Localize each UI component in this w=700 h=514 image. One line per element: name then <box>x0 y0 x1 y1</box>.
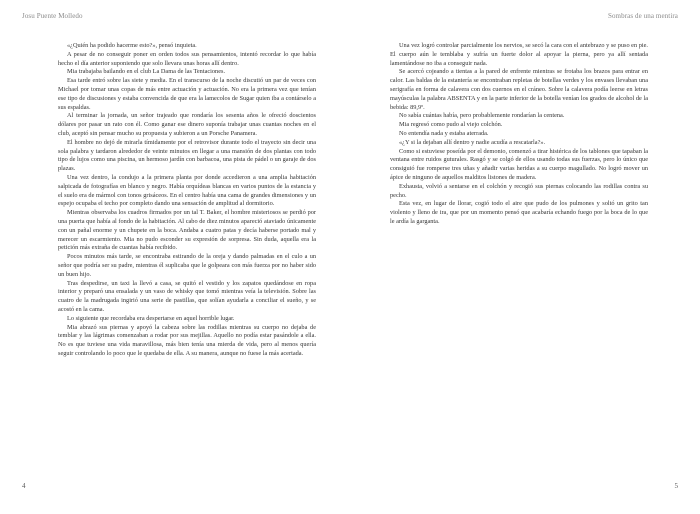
paragraph: No sabía cuántas había, pero probablemente rondarían la centena. <box>399 112 565 120</box>
paragraph: Se acercó cojeando a tientas a la pared de enfrente mientras se frotaba los brazos para entrar en calor. Las baldas de la estantería se encontraban repletas de botellas verdes y los envases llevaban una serigrafía en forma de calavera con dos cuernos en el cráneo. Sobre la calavera podía leerse en letras mayúsculas la palabra ABSENTA y en la parte inferior de la botella venían los grados de alcohol de la bebida: 89,9º. <box>390 68 648 111</box>
page-number-right: 5 <box>674 482 678 490</box>
paragraph: Tras despedirse, un taxi la llevó a casa, se quitó el vestido y los zapatos quedándose en ropa interior y preparó una ensalada y un vaso de whisky que tomó mientras veía la televisión. Sobre las cuatro de la madrugada ingirió una serie de pastillas, que solían ayudarla a conciliar el sueño, y se acostó en la cama. <box>58 279 316 313</box>
right-page-body <box>390 42 648 227</box>
paragraph: Esa tarde entró sobre las siete y media. En el transcurso de la noche discutió un par de veces con Michael por tomar unas copas de más entre actuación y actuación. No era la primera vez que tenían ese tipo de discusiones y estaba convencida de que era la lamecolos de Sugar quien iba a contárselo a sus espaldas. <box>58 77 316 111</box>
paragraph: «¿Quién ha podido hacerme esto?», pensó inquieta. <box>67 42 197 49</box>
paragraph: Como si estuviese poseída por el demonio, comenzó a tirar histérica de los tablones que tapaban la ventana entre ruidos guturales. Rasgó y se colgó de ellos usando todas sus fuerzas, pero lo único que consiguió fue romperse tres uñas y añadir varias heridas a su cuerpo magullado. No logró mover un ápice de ninguno de aquellos malditos listones de madera. <box>390 147 648 181</box>
paragraph: El hombre no dejó de mirarla tímidamente por el retrovisor durante todo el trayecto sin decir una sola palabra y tardaron alrededor de veinte minutos en llegar a una mansión de dos plantas con todo tipo de lujos como una piscina, un hermoso jardín con barbacoa, una pista de pádel o un garaje de dos plazas. <box>58 138 316 173</box>
paragraph: Esta vez, en lugar de llorar, cogió todo el aire que pudo de los pulmones y soltó un grito tan violento y lleno de ira, que por un momento pensó que acabaría echando fuego por la boca de lo que le ardía la garganta. <box>390 200 648 225</box>
paragraph: Lo siguiente que recordaba era despertarse en aquel horrible lugar. <box>67 314 235 322</box>
paragraph: Mia abrazó sus piernas y apoyó la cabeza sobre las rodillas mientras su cuerpo no dejaba de temblar y las lágrimas comenzaban a rodar por sus mejillas. Aquello no podía estar pasándole a ella. No es que tuviese una vida maravillosa, más bien tenía una mierda de vida, pero al menos quería seguir controlando lo poco que le quedaba de ella. A su manera, aunque no fuese la más acertada. <box>58 323 316 357</box>
page-number-left: 4 <box>22 482 26 490</box>
running-header-author: Josu Puente Molledo <box>22 12 83 20</box>
left-page-body <box>58 42 316 359</box>
paragraph: No entendía nada y estaba aterrada. <box>399 129 489 137</box>
running-header-title: Sombras de una mentira <box>607 12 678 20</box>
paragraph: Una vez dentro, la condujo a la primera planta por donde accedieron a una amplia habitación salpicada de fotografías en blanco y negro. Había orquídeas blancas en varios puntos de la estancia y el suelo era de mármol con tonos grisáceos. En el centro había una cama de grandes dimensiones y un espejo ocupaba el techo por completo dando una sensación de amplitud al dormitorio. <box>58 173 316 208</box>
paragraph: A pesar de no conseguir poner en orden todos sus pensamientos, intentó recordar lo que había hecho el día anterior suponiendo que solo llevara unas horas allí dentro. <box>58 50 316 67</box>
paragraph: Mia regresó como pudo al viejo colchón. <box>399 121 503 129</box>
paragraph: Mientras observaba los cuadros firmados por un tal T. Baker, el hombre misteriosos se perdió por una puerta que había al fondo de la habitación. Al cabo de diez minutos apareció ataviado únicamente con un pañal enorme y un chupete en la boca. Andaba a cuatro patas y decía haberse portado mal y merecer un escarmiento. Mia no pudo esconder su expresión de sorpresa. Sin duda, aquella era la petición más extraña de cuantas había recibido. <box>58 209 316 252</box>
paragraph: Exhausta, volvió a sentarse en el colchón y recogió sus piernas colocando las rodillas contra su pecho. <box>390 182 648 199</box>
paragraph: «¿Y si la dejaban allí dentro y nadie acudía a rescatarla?». <box>399 138 546 146</box>
right-page <box>350 0 700 514</box>
paragraph: Una vez logró controlar parcialmente los nervios, se secó la cara con el antebrazo y se puso en pie. El cuerpo aún le temblaba y sufría un fuerte dolor al apoyar la pierna, pero ya allí sentada lamentándose no iba a conseguir nada. <box>390 42 648 67</box>
paragraph: Al terminar la jornada, un señor trajeado que rondaría los sesenta años le ofreció doscientos dólares por pasar un rato con él. Como ganar ese dinero suponía trabajar unas cuantas noches en el club, aceptó sin pensar mucho su propuesta y subieron a un Porsche Panamera. <box>58 112 316 137</box>
paragraph: Mia trabajaba bailando en el club La Dama de las Tentaciones. <box>67 68 226 76</box>
paragraph: Pocos minutos más tarde, se encontraba estirando de la oreja y dando palmadas en el culo a un señor que podría ser su padre, mientras él suplicaba que le golpeara con más fuerza por no haber sido un buen hijo. <box>58 253 316 278</box>
